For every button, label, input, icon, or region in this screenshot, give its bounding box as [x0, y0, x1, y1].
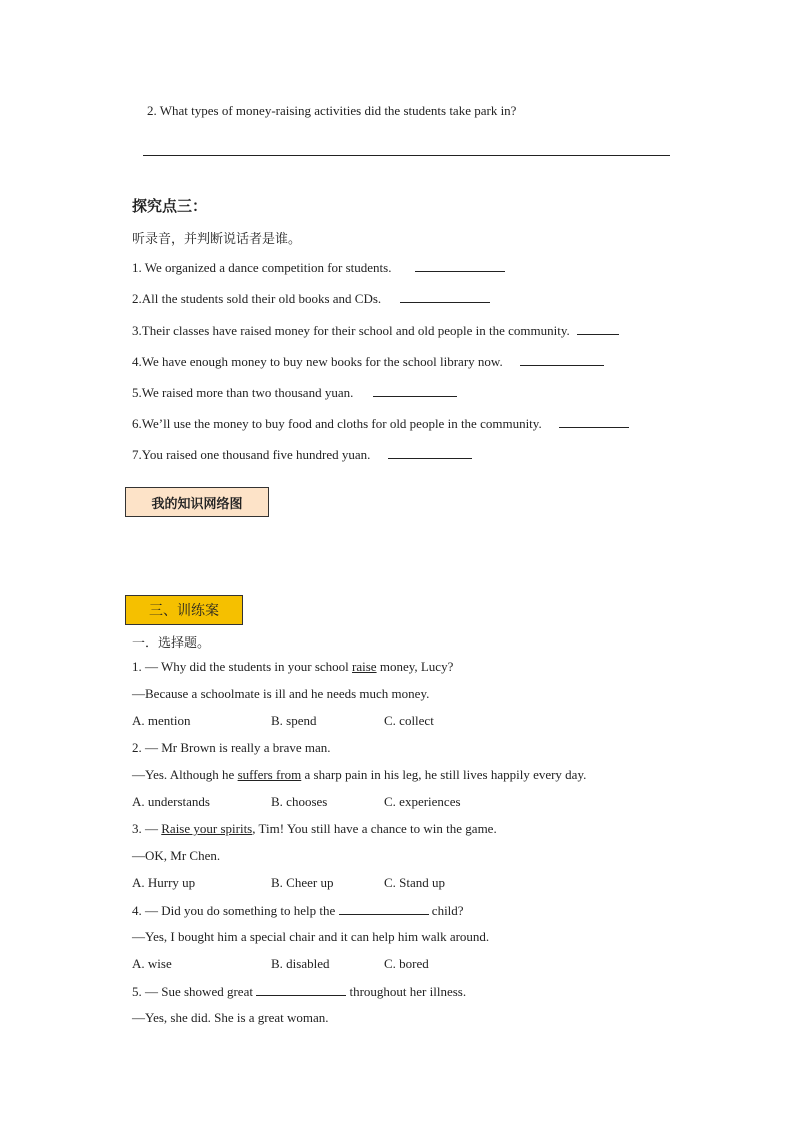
question-text: 1. — Why did the students in your school: [132, 659, 353, 674]
statement-text: 6.We’ll use the money to buy food and cloths for old people in the community.: [132, 416, 542, 431]
statement-text: 7.You raised one thousand five hundred yuan.: [132, 447, 371, 462]
answer-blank[interactable]: [256, 983, 346, 996]
question-1: [132, 659, 453, 675]
statement-text: 1. We organized a dance competition for students.: [132, 260, 392, 275]
list-item: [132, 446, 472, 463]
option-c[interactable]: C. experiences: [384, 794, 461, 809]
section-instruction: 听录音，并判断说话者是谁。: [132, 232, 302, 247]
answer-blank[interactable]: [388, 446, 472, 459]
question-text: throughout her illness.: [346, 984, 467, 999]
answer-line-4: —Yes, I bought him a special chair and it can help him walk around.: [132, 929, 490, 944]
question-2-choice: 2. — Mr Brown is really a brave man.: [132, 740, 331, 755]
question-text: money, Lucy?: [376, 659, 454, 674]
question-5: [132, 983, 466, 1000]
answer-line-1: —Because a schoolmate is ill and he needs much money.: [132, 686, 430, 701]
list-item: [132, 384, 457, 401]
question-text: a sharp pain in his leg, he still lives happily every day.: [301, 767, 587, 782]
answer-line: [143, 155, 670, 156]
question-4: [132, 902, 464, 919]
answer-line-5: —Yes, she did. She is a great woman.: [132, 1010, 329, 1025]
statement-text: 3.Their classes have raised money for their school and old people in the community.: [132, 323, 570, 338]
list-item: [132, 322, 619, 339]
underlined-word: suffers from: [237, 767, 302, 782]
answer-blank[interactable]: [339, 902, 429, 915]
option-c[interactable]: C. Stand up: [384, 875, 446, 890]
option-a[interactable]: A. Hurry up: [132, 875, 196, 890]
option-a[interactable]: A. mention: [132, 713, 191, 728]
list-item: [132, 290, 490, 307]
answer-blank[interactable]: [400, 290, 490, 303]
answer-line-3: —OK, Mr Chen.: [132, 848, 221, 863]
question-3: [132, 821, 497, 837]
list-item: [132, 353, 604, 370]
question-text: —Yes. Although he: [132, 767, 238, 782]
option-b[interactable]: B. spend: [271, 713, 317, 728]
answer-blank[interactable]: [520, 353, 604, 366]
option-b[interactable]: B. disabled: [271, 956, 330, 971]
option-a[interactable]: A. wise: [132, 956, 172, 971]
knowledge-map-box: 我的知识网络图: [125, 487, 269, 517]
section-title: 探究点三：: [132, 197, 208, 215]
list-item: [132, 259, 505, 276]
underlined-word: Raise your spirits: [161, 821, 253, 836]
question-text: 5. — Sue showed great: [132, 984, 257, 999]
option-c[interactable]: C. collect: [384, 713, 434, 728]
statement-text: 4.We have enough money to buy new books for the school library now.: [132, 354, 503, 369]
answer-line-2: [132, 767, 586, 783]
option-c[interactable]: C. bored: [384, 956, 429, 971]
statement-text: 2.All the students sold their old books and CDs.: [132, 291, 382, 306]
question-text: 3. —: [132, 821, 162, 836]
option-b[interactable]: B. Cheer up: [271, 875, 334, 890]
option-a[interactable]: A. understands: [132, 794, 210, 809]
choice-title: 一．选择题。: [132, 636, 211, 651]
answer-blank[interactable]: [559, 415, 629, 428]
answer-blank[interactable]: [415, 259, 505, 272]
training-section-box: 三、训练案: [125, 595, 243, 625]
question-text: 4. — Did you do something to help the: [132, 903, 339, 918]
question-text: , Tim! You still have a chance to win the game.: [252, 821, 497, 836]
statement-text: 5.We raised more than two thousand yuan.: [132, 385, 354, 400]
option-b[interactable]: B. chooses: [271, 794, 328, 809]
answer-blank[interactable]: [577, 322, 619, 335]
question-2: 2. What types of money-raising activities did the students take park in?: [147, 103, 517, 118]
answer-blank[interactable]: [373, 384, 457, 397]
underlined-word: raise: [352, 659, 377, 674]
list-item: [132, 415, 629, 432]
question-text: child?: [428, 903, 464, 918]
